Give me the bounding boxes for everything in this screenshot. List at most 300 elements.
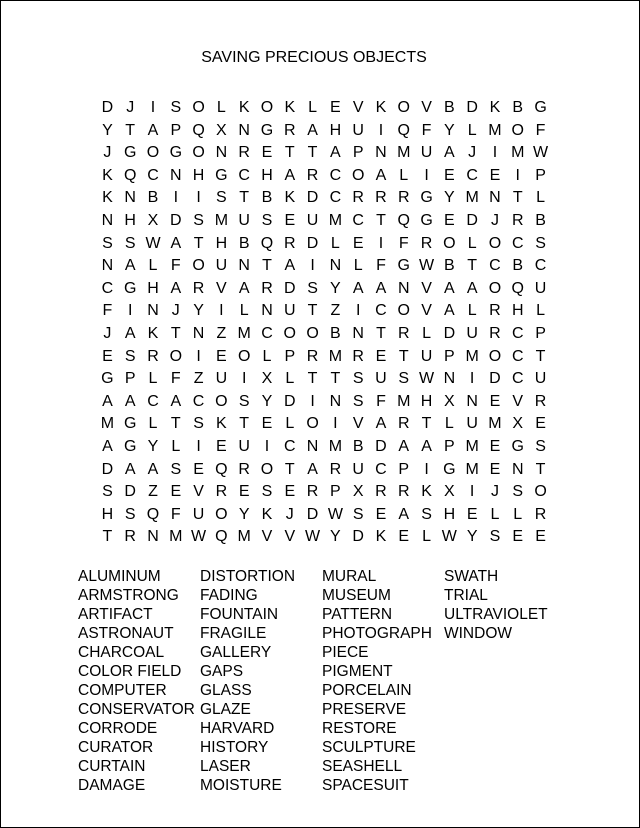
word-list-item: PORCELAIN — [322, 682, 412, 699]
grid-letter: W — [145, 234, 161, 252]
grid-letter: G — [397, 257, 410, 275]
grid-letter: R — [283, 121, 296, 139]
grid-letter: I — [196, 437, 201, 455]
grid-letter: U — [238, 211, 250, 229]
grid-letter: R — [306, 347, 319, 365]
grid-letter: R — [329, 460, 342, 478]
word-list-item: FOUNTAIN — [200, 606, 279, 623]
grid-letter: E — [398, 528, 410, 546]
grid-letter: N — [261, 302, 273, 320]
grid-letter: I — [469, 370, 475, 388]
grid-letter: S — [102, 234, 113, 252]
word-list-item: SPACESUIT — [322, 777, 409, 794]
grid-letter: B — [535, 211, 546, 229]
grid-letter: E — [444, 211, 455, 229]
grid-letter: R — [306, 483, 319, 501]
word-list-item: GALLERY — [200, 644, 272, 661]
word-list-item: PRESERVE — [322, 701, 407, 718]
grid-letter: P — [444, 437, 455, 455]
grid-letter: S — [170, 460, 182, 478]
grid-letter: N — [124, 189, 136, 207]
grid-letter: H — [101, 505, 114, 523]
grid-row — [96, 142, 552, 165]
grid-letter: S — [238, 392, 250, 410]
word-list-item: CONSERVATOR — [78, 701, 195, 718]
grid-letter: A — [352, 279, 364, 297]
grid-letter: N — [329, 392, 342, 410]
grid-letter: T — [398, 347, 409, 365]
grid-letter: D — [443, 324, 456, 342]
grid-letter: R — [261, 279, 273, 297]
grid-letter: Z — [148, 483, 158, 501]
grid-letter: E — [375, 505, 387, 523]
grid-letter: N — [352, 324, 364, 342]
grid-letter: M — [328, 347, 343, 365]
grid-letter: A — [375, 415, 387, 433]
grid-letter: S — [124, 347, 136, 365]
grid-row — [96, 346, 552, 369]
grid-letter: U — [283, 302, 296, 320]
grid-letter: E — [489, 166, 501, 184]
grid-letter: A — [444, 279, 455, 297]
grid-letter: S — [193, 415, 204, 433]
grid-letter: E — [466, 505, 478, 523]
grid-letter: R — [192, 279, 205, 297]
grid-letter: U — [420, 347, 433, 365]
grid-letter: W — [441, 528, 457, 546]
grid-letter: G — [420, 211, 433, 229]
word-list-item: PHOTOGRAPH — [322, 625, 432, 642]
word-list-item: GLASS — [200, 682, 252, 699]
grid-letter: E — [489, 460, 501, 478]
grid-letter: D — [466, 99, 478, 116]
word-list-item: PATTERN — [322, 606, 393, 623]
page-title: SAVING PRECIOUS OBJECTS — [201, 49, 427, 66]
grid-letter: X — [512, 415, 524, 433]
grid-letter: T — [376, 324, 386, 342]
word-list-item: SCULPTURE — [322, 739, 416, 756]
grid-letter: J — [468, 144, 477, 162]
grid-letter: V — [193, 483, 204, 501]
grid-letter: U — [375, 370, 387, 388]
letter-grid — [96, 97, 552, 549]
grid-letter: E — [330, 99, 341, 116]
grid-letter: C — [534, 257, 547, 275]
grid-letter: Q — [511, 279, 524, 297]
grid-letter: W — [419, 370, 435, 388]
grid-letter: O — [169, 347, 183, 365]
grid-letter: T — [376, 211, 386, 229]
grid-letter: I — [173, 189, 179, 207]
grid-letter: C — [511, 324, 524, 342]
grid-letter: D — [306, 234, 319, 252]
grid-letter: H — [215, 234, 228, 252]
grid-letter: L — [308, 99, 318, 116]
grid-letter: M — [465, 347, 479, 365]
grid-letter: M — [465, 437, 479, 455]
grid-letter: U — [215, 257, 228, 275]
grid-letter: O — [488, 347, 502, 365]
grid-letter: K — [375, 528, 387, 546]
grid-letter: N — [238, 121, 250, 139]
grid-letter: R — [352, 189, 364, 207]
grid-letter: C — [147, 392, 159, 410]
word-list-item: LASER — [200, 758, 251, 775]
grid-letter: G — [443, 460, 456, 478]
grid-letter: K — [375, 99, 387, 116]
grid-letter: Q — [192, 121, 205, 139]
grid-letter: E — [375, 347, 387, 365]
grid-letter: O — [488, 279, 502, 297]
grid-letter: A — [398, 437, 410, 455]
grid-row — [96, 120, 552, 143]
word-list-item: COLOR FIELD — [78, 663, 182, 680]
grid-letter: L — [422, 528, 431, 546]
grid-letter: E — [216, 347, 227, 365]
grid-letter: H — [261, 166, 273, 184]
grid-letter: R — [238, 460, 250, 478]
grid-letter: I — [127, 302, 133, 320]
grid-row — [96, 187, 552, 210]
grid-letter: D — [352, 528, 364, 546]
grid-letter: N — [101, 211, 114, 229]
grid-letter: O — [306, 415, 319, 433]
grid-letter: V — [261, 528, 273, 546]
word-list-item: CHARCOAL — [78, 644, 165, 661]
grid-letter: C — [192, 392, 205, 410]
grid-letter: P — [535, 166, 546, 184]
grid-row — [96, 504, 552, 527]
grid-letter: G — [123, 437, 137, 455]
word-list-item: CORRODE — [78, 720, 158, 737]
grid-letter: L — [513, 505, 523, 523]
grid-letter: N — [329, 257, 342, 275]
grid-letter: I — [492, 144, 498, 162]
grid-letter: O — [215, 505, 228, 523]
grid-row — [96, 526, 552, 549]
grid-letter: R — [397, 324, 410, 342]
grid-letter: Q — [215, 460, 228, 478]
grid-letter: S — [307, 279, 318, 297]
grid-letter: B — [512, 257, 524, 275]
grid-letter: L — [148, 370, 158, 388]
grid-letter: T — [239, 189, 250, 207]
grid-letter: N — [489, 189, 501, 207]
grid-letter: L — [216, 99, 226, 116]
grid-letter: T — [467, 257, 478, 275]
grid-letter: K — [238, 99, 250, 116]
grid-letter: T — [535, 460, 546, 478]
grid-letter: N — [215, 144, 228, 162]
grid-letter: J — [285, 505, 294, 523]
grid-letter: G — [534, 99, 547, 116]
grid-letter: A — [398, 505, 410, 523]
grid-letter: E — [238, 483, 250, 501]
grid-letter: M — [511, 144, 525, 162]
grid-letter: A — [330, 144, 341, 162]
word-list-item: DISTORTION — [200, 568, 296, 585]
grid-letter: I — [333, 415, 338, 433]
grid-letter: F — [398, 234, 409, 252]
word-list-item: HISTORY — [200, 739, 269, 756]
grid-letter: O — [260, 99, 274, 116]
grid-letter: P — [398, 460, 410, 478]
word-column — [322, 567, 444, 795]
grid-letter: I — [515, 166, 520, 184]
grid-letter: J — [103, 144, 112, 162]
grid-letter: D — [124, 483, 136, 501]
grid-letter: C — [283, 437, 296, 455]
grid-letter: U — [352, 460, 364, 478]
grid-letter: W — [327, 505, 343, 523]
grid-row — [96, 278, 552, 301]
grid-letter: Q — [123, 166, 137, 184]
grid-letter: F — [170, 370, 181, 388]
grid-letter: N — [466, 392, 478, 410]
grid-letter: I — [196, 189, 201, 207]
grid-letter: R — [124, 528, 136, 546]
grid-letter: U — [215, 370, 228, 388]
grid-row — [96, 323, 552, 346]
grid-letter: A — [284, 257, 296, 275]
grid-letter: L — [536, 302, 545, 320]
grid-letter: L — [330, 234, 340, 252]
grid-letter: J — [490, 211, 499, 229]
grid-letter: Y — [261, 392, 273, 410]
grid-letter: S — [261, 211, 273, 229]
grid-letter: S — [261, 483, 273, 501]
grid-letter: W — [191, 528, 207, 546]
grid-letter: O — [397, 99, 410, 116]
grid-letter: V — [421, 279, 432, 297]
grid-letter: B — [238, 234, 250, 252]
grid-letter: A — [466, 279, 478, 297]
grid-letter: I — [310, 392, 315, 410]
grid-letter: V — [284, 528, 296, 546]
grid-letter: G — [123, 279, 137, 297]
grid-letter: Q — [146, 505, 160, 523]
grid-letter: T — [512, 189, 523, 207]
word-list-item: ARTIFACT — [78, 606, 153, 623]
grid-letter: M — [328, 437, 343, 455]
grid-letter: N — [170, 166, 182, 184]
grid-letter: E — [489, 392, 501, 410]
grid-letter: C — [329, 166, 342, 184]
grid-letter: A — [147, 460, 159, 478]
word-list-item: GLAZE — [200, 701, 251, 718]
grid-row — [96, 481, 552, 504]
grid-letter: X — [147, 211, 159, 229]
grid-letter: T — [330, 370, 341, 388]
grid-letter: F — [535, 121, 546, 139]
grid-letter: G — [260, 121, 274, 139]
grid-letter: K — [489, 99, 501, 116]
grid-letter: D — [375, 437, 387, 455]
grid-letter: I — [378, 121, 384, 139]
grid-letter: O — [443, 234, 456, 252]
grid-letter: M — [397, 144, 411, 162]
grid-letter: E — [284, 483, 296, 501]
grid-letter: P — [330, 483, 341, 501]
word-column — [444, 567, 566, 795]
grid-letter: S — [489, 528, 501, 546]
grid-letter: R — [397, 483, 410, 501]
grid-letter: C — [489, 257, 501, 275]
grid-letter: C — [147, 166, 159, 184]
grid-letter: O — [397, 302, 410, 320]
grid-letter: A — [375, 166, 387, 184]
grid-letter: R — [489, 302, 501, 320]
grid-letter: L — [285, 370, 295, 388]
grid-letter: M — [397, 392, 411, 410]
grid-letter: M — [465, 189, 479, 207]
grid-letter: S — [193, 211, 204, 229]
grid-letter: V — [512, 392, 524, 410]
grid-letter: O — [534, 483, 547, 501]
grid-letter: I — [355, 302, 361, 320]
grid-letter: N — [443, 370, 456, 388]
grid-letter: W — [419, 257, 435, 275]
grid-letter: D — [170, 211, 182, 229]
grid-letter: D — [466, 211, 478, 229]
grid-letter: L — [285, 415, 295, 433]
grid-letter: O — [511, 121, 524, 139]
grid-letter: E — [489, 437, 501, 455]
grid-letter: H — [192, 166, 205, 184]
word-list-item: ALUMINUM — [78, 568, 161, 585]
grid-letter: N — [238, 257, 250, 275]
grid-letter: D — [306, 189, 319, 207]
grid-letter: N — [147, 528, 159, 546]
grid-letter: T — [284, 144, 295, 162]
grid-letter: G — [123, 415, 137, 433]
grid-letter: P — [444, 347, 455, 365]
grid-letter: D — [101, 99, 114, 116]
grid-letter: C — [352, 211, 364, 229]
grid-letter: I — [469, 483, 475, 501]
grid-letter: K — [261, 505, 273, 523]
word-list-item: PIECE — [322, 644, 369, 661]
grid-letter: S — [124, 234, 136, 252]
grid-letter: K — [421, 483, 432, 501]
grid-row — [96, 391, 552, 414]
grid-letter: E — [102, 347, 113, 365]
grid-letter: G — [215, 166, 228, 184]
grid-letter: T — [193, 234, 204, 252]
grid-letter: V — [352, 415, 364, 433]
grid-letter: T — [102, 528, 113, 546]
grid-letter: Y — [102, 121, 113, 139]
grid-letter: B — [261, 189, 273, 207]
grid-letter: R — [147, 347, 159, 365]
grid-letter: L — [490, 505, 500, 523]
grid-letter: K — [102, 166, 113, 184]
grid-letter: K — [147, 324, 159, 342]
grid-letter: G — [511, 437, 524, 455]
grid-letter: A — [170, 234, 182, 252]
grid-letter: C — [238, 166, 250, 184]
word-list-item: PIGMENT — [322, 663, 393, 680]
grid-letter: Z — [330, 302, 341, 320]
grid-letter: U — [238, 437, 250, 455]
grid-letter: P — [535, 324, 546, 342]
word-list-item: MURAL — [322, 568, 377, 585]
grid-letter: S — [216, 189, 227, 207]
grid-letter: C — [375, 302, 387, 320]
grid-letter: O — [146, 144, 160, 162]
word-list-item: GAPS — [200, 663, 244, 680]
grid-letter: L — [467, 302, 477, 320]
grid-letter: I — [196, 347, 201, 365]
grid-letter: L — [467, 121, 477, 139]
grid-letter: D — [283, 392, 296, 410]
grid-letter: C — [511, 347, 524, 365]
grid-letter: O — [283, 324, 296, 342]
grid-letter: O — [488, 234, 502, 252]
grid-letter: T — [535, 347, 546, 365]
grid-letter: S — [535, 437, 546, 455]
word-list-item: CURTAIN — [78, 758, 146, 775]
grid-letter: N — [397, 279, 410, 297]
grid-letter: A — [307, 460, 318, 478]
grid-letter: X — [444, 483, 455, 501]
grid-letter: R — [283, 234, 296, 252]
grid-letter: I — [378, 234, 384, 252]
grid-letter: P — [124, 370, 136, 388]
word-list-item: MUSEUM — [322, 587, 391, 604]
grid-letter: L — [171, 437, 181, 455]
grid-letter: S — [170, 99, 182, 116]
grid-letter: Y — [444, 121, 455, 139]
grid-letter: L — [422, 324, 431, 342]
grid-letter: T — [307, 144, 318, 162]
grid-letter: H — [124, 211, 136, 229]
word-list-item: FADING — [200, 587, 258, 604]
grid-letter: V — [352, 99, 364, 116]
grid-letter: A — [375, 279, 387, 297]
grid-letter: T — [239, 415, 250, 433]
grid-letter: D — [489, 370, 501, 388]
grid-letter: G — [169, 144, 183, 162]
grid-letter: U — [352, 121, 364, 139]
grid-letter: Y — [193, 302, 204, 320]
grid-letter: M — [328, 211, 343, 229]
word-list-item: DAMAGE — [78, 777, 146, 794]
grid-letter: M — [488, 415, 502, 433]
grid-letter: E — [512, 528, 524, 546]
grid-row — [96, 436, 552, 459]
grid-letter: T — [307, 302, 318, 320]
grid-letter: D — [306, 505, 319, 523]
grid-letter: R — [420, 234, 433, 252]
grid-letter: A — [102, 392, 113, 410]
grid-letter: E — [284, 211, 296, 229]
grid-letter: I — [424, 460, 429, 478]
grid-letter: K — [284, 189, 296, 207]
grid-letter: J — [171, 302, 180, 320]
grid-letter: C — [466, 166, 478, 184]
grid-letter: B — [352, 437, 364, 455]
grid-letter: H — [329, 121, 342, 139]
grid-letter: R — [215, 483, 228, 501]
word-list-item: CURATOR — [78, 739, 154, 756]
grid-letter: R — [489, 324, 501, 342]
word-column — [78, 567, 200, 795]
grid-letter: O — [192, 257, 205, 275]
grid-letter: N — [306, 437, 319, 455]
grid-letter: A — [102, 437, 113, 455]
grid-letter: X — [216, 121, 227, 139]
